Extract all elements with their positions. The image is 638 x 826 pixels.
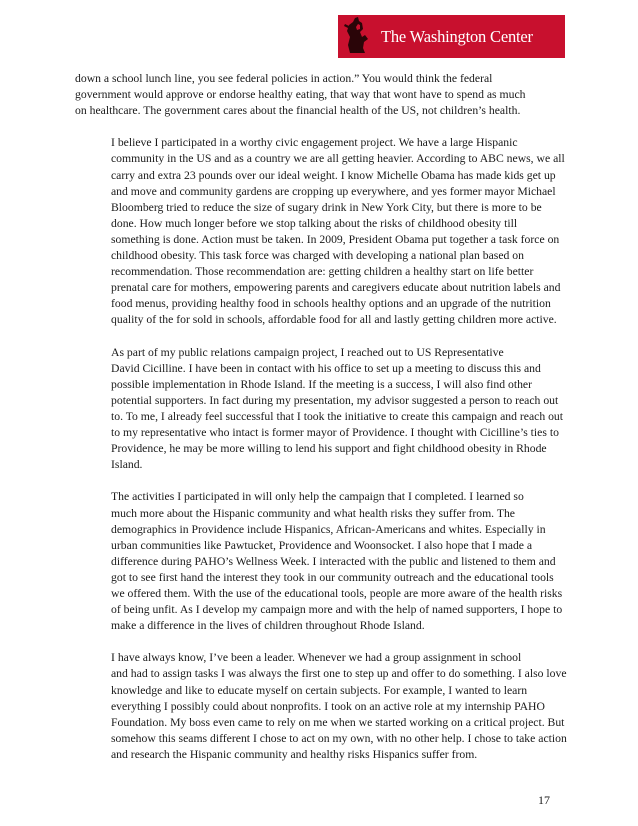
text-line: potential supporters. In fact during my presentation, my advisor suggested a person to reach out (111, 393, 559, 407)
washington-center-logo (338, 15, 565, 58)
page-number: 17 (538, 793, 550, 807)
text-line: I believe I participated in a worthy civic engagement project. We have a large Hispanic (111, 136, 518, 150)
text-line: to my representative who intact is former mayor of Providence. I thought with Cicilline’s ties to (111, 426, 559, 440)
text-line: somehow this seams different I chose to act on my own, with no other help. I chose to take action (111, 731, 567, 745)
paragraph (75, 650, 565, 763)
text-line: carry and extra 23 pounds over our ideal weight. I know Michelle Obama has made kids get up (111, 168, 556, 182)
text-line: down a school lunch line, you see federal policies in action.” You would think the federal (75, 72, 493, 85)
text-line: knowledge and like to educate myself on certain subjects. For example, I wanted to learn (111, 683, 528, 697)
text-line: to. To me, I already feel successful that I took the initiative to create this campaign and reach out (111, 409, 564, 423)
text-line: of being unfit. As I develop my campaign more and with the help of named supporters, I hope to (111, 603, 563, 617)
paragraph (75, 345, 565, 474)
text-line: urban communities like Pawtucket, Providence and Woonsocket. I also hope that I made a (111, 538, 533, 552)
logo-wordmark: The Washington Center (381, 26, 533, 46)
text-line: something is done. Action must be taken. In 2009, President Obama put together a task force on (111, 232, 560, 246)
text-line: community in the US and as a country we are all getting heavier. According to ABC news, we all (111, 152, 565, 166)
text-line: demographics in Providence include Hispanics, African-Americans and whites. Especially in (111, 522, 546, 536)
text-line: done. How much longer before we stop talking about the risks of childhood obesity till (111, 216, 518, 230)
text-line: make a difference in the lives of children throughout Rhode Island. (111, 619, 425, 633)
paragraph (75, 71, 565, 119)
paragraph (75, 489, 565, 634)
paragraph (75, 135, 565, 328)
text-line: recommendation. Those recommendation are: getting children a healthy start on life better (111, 265, 534, 279)
text-line: Bloomberg tried to reduce the size of sugary drink in New York City, but there is more to be (111, 200, 542, 214)
text-line: I have always know, I’ve been a leader. Whenever we had a group assignment in school (111, 651, 522, 665)
text-line: David Cicilline. I have been in contact with his office to set up a meeting to discuss this and (111, 361, 541, 375)
text-line: possible implementation in Rhode Island. If the meeting is a success, I will also find other (111, 377, 532, 391)
text-line: everything I possibly could about nonprofits. I took on an active role at my internship PAHO (111, 699, 545, 713)
statue-silhouette-icon (338, 15, 378, 58)
text-line: got to see first hand the interest they took in our community outreach and the educational tools (111, 570, 554, 584)
text-line: much more about the Hispanic community and what health risks they suffer from. The (111, 506, 515, 520)
text-line: we offered them. With the use of the educational tools, people are more aware of the health risks (111, 587, 563, 600)
text-line: prenatal care for mothers, empowering parents and caregivers educate about nutrition labels and (111, 281, 561, 295)
text-line: Foundation. My boss even came to rely on me when we started working on a critical project. But (111, 715, 565, 729)
text-line: As part of my public relations campaign project, I reached out to US Representative (111, 345, 504, 359)
essay-body (75, 71, 565, 779)
text-line: Providence, he may be more willing to lend his support and fight childhood obesity in Rhode (111, 442, 547, 456)
text-line: quality of the for sold in schools, affordable food for all and lastly getting children more active. (111, 313, 557, 327)
text-line: government would approve or endorse healthy eating, that way that wont have to spend as much (75, 88, 526, 102)
text-line: and research the Hispanic community and healthy risks Hispanics suffer from. (111, 747, 478, 761)
text-line: and had to assign tasks I was always the first one to step up and offer to do something. I also love (111, 667, 567, 681)
text-line: and move and community gardens are cropping up everywhere, and yes former mayor Michael (111, 184, 556, 198)
text-line: food menus, providing healthy food in schools healthy options and an upgrade of the nutrition (111, 297, 551, 311)
text-line: on healthcare. The government cares about the financial health of the US, not children’s health. (75, 104, 521, 118)
text-line: Island. (111, 458, 143, 472)
text-line: The activities I participated in will only help the campaign that I completed. I learned so (111, 490, 524, 504)
text-line: childhood obesity. This task force was charged with developing a national plan based on (111, 249, 524, 263)
text-line: difference during PAHO’s Wellness Week. I interacted with the public and listened to them and (111, 554, 556, 568)
